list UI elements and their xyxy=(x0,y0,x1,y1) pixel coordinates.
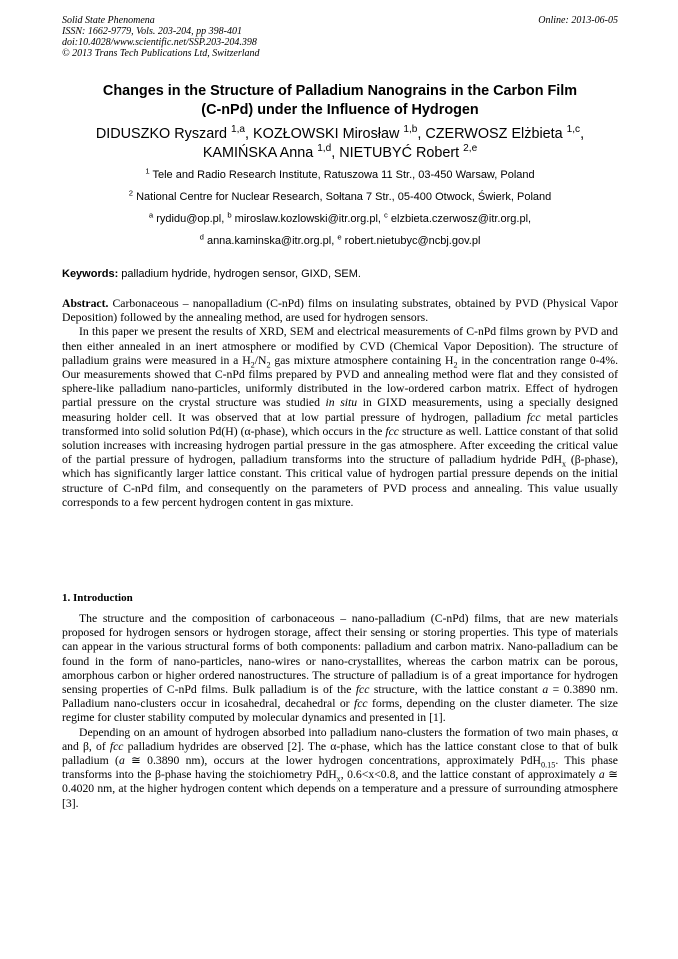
issn-line: ISSN: 1662-9779, Vols. 203-204, pp 398-401 xyxy=(62,26,242,37)
author-name: KAMIŃSKA Anna xyxy=(202,145,318,161)
keywords-text: palladium hydride, hydrogen sensor, GIXD, SEM. xyxy=(118,268,361,280)
text-run: forms, depending on the cluster diameter. The size regime for cluster stability computed by molecular dynamics and presented in [1]. xyxy=(62,697,618,725)
email-mark: a xyxy=(148,210,154,220)
italic-term: fcc xyxy=(355,683,370,697)
text-run: The structure and the composition of carbonaceous – nano-palladium (C-nPd) films, that are new materials proposed for hydrogen sensors or hydrogen storage, affect their sensing or storing properties. This type of materials can appear in the various structural forms of both components: palladium and carbon matrix. Nano-palladium can be found in the form of nano-particles, nano-wires or nano-crystallites, whereas the carbon matrix can be porous, amorphous carbon or higher ordered nanostructures. The structure of palladium is of a great importance for hydrogen sensing properties of C-nPd films. Bulk palladium is of the xyxy=(62,612,618,697)
affiliation-text: Tele and Radio Research Institute, Ratuszowa 11 Str., 03-450 Warsaw, Poland xyxy=(149,169,535,181)
author-separator: , xyxy=(580,126,585,142)
text-run: gas mixture atmosphere containing H xyxy=(270,353,454,367)
abstract-label: Abstract. xyxy=(62,297,109,310)
email: anna.kaminska@itr.org.pl, xyxy=(203,235,338,247)
journal-name: Solid State Phenomena xyxy=(62,15,155,26)
email: rydidu@op.pl, xyxy=(153,213,228,225)
paper-title xyxy=(62,82,618,120)
author-affiliation-mark: 1,c xyxy=(566,124,581,136)
affiliation-text: National Centre for Nuclear Research, Sołtana 7 Str., 05-400 Otwock, Świerk, Poland xyxy=(133,191,552,203)
text-run: (β-phase), which has significantly larger lattice constant. This critical value of hydrogen partial pressure depends on the initial structure of C-nPd film, and consequently on the parameters of PVD process and annealing. This value usually corresponds to a few percent hydrogen content in gas mixture. xyxy=(62,453,618,509)
journal-header xyxy=(62,15,618,59)
author-name: , KOZŁOWSKI Mirosław xyxy=(245,126,404,142)
introduction xyxy=(62,612,618,811)
affiliation-mark: 2 xyxy=(128,188,134,198)
italic-term: fcc xyxy=(109,739,124,753)
author-name: , CZERWOSZ Elżbieta xyxy=(417,126,567,142)
text-run: in GIXD measurements, using a specially designed measuring holder cell. It was observed that at low partial pressure of hydrogen, palladium xyxy=(62,396,618,424)
email-mark: c xyxy=(384,210,388,220)
subscript: 2 xyxy=(453,360,458,370)
online-date: Online: 2013-06-05 xyxy=(538,15,618,26)
text-run: structure, with the lattice constant xyxy=(369,683,543,697)
intro-paragraph-2 xyxy=(62,726,618,811)
email: robert.nietubyc@ncbj.gov.pl xyxy=(341,235,481,247)
keywords xyxy=(62,267,618,281)
title-line-2: (C-nPd) under the Influence of Hydrogen xyxy=(201,102,479,118)
text-run: /N xyxy=(254,353,267,367)
text-run: ≅ 0.4020 nm, at the higher hydrogen content which depends on a temperature and a pressure of surrounding atmosphere [3]. xyxy=(62,768,618,810)
intro-paragraph-1 xyxy=(62,612,618,726)
authors-line-1 xyxy=(62,125,618,144)
text-run: palladium hydrides are observed [2]. The α-phase, which has the lattice constant close to that of bulk palladium ( xyxy=(62,739,618,768)
doi-line: doi:10.4028/www.scientific.net/SSP.203-204.398 xyxy=(62,37,257,48)
author-name: DIDUSZKO Ryszard xyxy=(95,126,232,142)
title-line-1: Changes in the Structure of Palladium Nanograins in the Carbon Film xyxy=(102,83,578,99)
author-affiliation-mark: 1,a xyxy=(231,124,246,136)
keywords-label: Keywords: xyxy=(62,268,119,280)
text-run: In this paper we present the results of XRD, SEM and electrical measurements of C-nPd films grown by PVD and then either annealed in an inert atmosphere or modified by CVD (Chemical Vapor Deposition). The structure of palladium grains were measured in a H xyxy=(62,325,618,367)
email-mark: b xyxy=(227,210,232,220)
author-name: , NIETUBYĆ Robert xyxy=(331,145,464,161)
abstract-paragraph-2 xyxy=(62,325,618,510)
italic-term: fcc xyxy=(526,410,541,424)
text-run: structure as well. Lattice constant of that solid solution increases with increasing hydrogen partial pressure in the gas atmosphere. After exceeding the critical value of the partial pressure of hydrogen, palladium transforms into the structure of palladium hydride PdH xyxy=(62,424,618,467)
section-heading-introduction: 1. Introduction xyxy=(62,592,133,604)
email: miroslaw.kozlowski@itr.org.pl, xyxy=(231,213,384,225)
affiliation-1 xyxy=(62,168,618,190)
subscript: 2 xyxy=(250,360,255,370)
affiliations xyxy=(62,168,618,256)
subscript: x xyxy=(561,459,567,469)
author-list xyxy=(62,125,618,163)
emails-line-1 xyxy=(62,212,618,234)
author-affiliation-mark: 1,d xyxy=(317,143,332,155)
text-run: = 0.3890 nm. Palladium nano-clusters occur in icosahedral, decahedral or xyxy=(62,683,618,711)
affiliation-2 xyxy=(62,190,618,212)
copyright-line: © 2013 Trans Tech Publications Ltd, Switzerland xyxy=(62,48,260,59)
subscript: x xyxy=(336,774,341,784)
text-run: Carbonaceous – nanopalladium (C-nPd) films on insulating substrates, obtained by PVD (Physical Vapor Deposition) followed by the annealing method, are used for hydrogen sensors. xyxy=(62,297,618,325)
text-run: Depending on an amount of hydrogen absorbed into palladium nano-clusters the formation of two main phases, α and β, of xyxy=(62,725,618,753)
author-affiliation-mark: 2,e xyxy=(463,143,478,155)
italic-term: fcc xyxy=(385,424,399,438)
affiliation-mark: 1 xyxy=(145,166,150,176)
italic-term: a xyxy=(542,683,549,697)
author-affiliation-mark: 1,b xyxy=(403,124,418,136)
italic-term: a xyxy=(598,768,605,782)
text-run: metal particles transformed into solid solution Pd(H) (α-phase), which occurs in the xyxy=(62,410,618,438)
text-run: . This phase transforms into the β-phase having the stoichiometry PdH xyxy=(62,754,618,782)
italic-term: in situ xyxy=(325,396,358,410)
subscript: 0.15 xyxy=(541,760,556,770)
emails-line-2 xyxy=(62,234,618,256)
subscript: 2 xyxy=(266,360,271,370)
authors-line-2 xyxy=(62,144,618,163)
italic-term: fcc xyxy=(353,697,368,711)
text-run: , 0.6<x<0.8, and the lattice constant of approximately xyxy=(340,768,599,782)
email-mark: d xyxy=(199,232,204,242)
abstract-paragraph-1 xyxy=(62,297,618,325)
abstract xyxy=(62,297,618,510)
text-run: ≅ 0.3890 nm), occurs at the lower hydrogen concentrations, approximately PdH xyxy=(124,754,541,768)
email: elzbieta.czerwosz@itr.org.pl, xyxy=(387,213,532,225)
email-mark: e xyxy=(337,232,342,242)
italic-term: a xyxy=(118,754,125,768)
text-run: in the concentration range 0-4%. Our measurements showed that C-nPd films prepared by PVD and annealing method were flat and they consisted of sphere-like palladium nano-particles, uniformly distributed in the low-ordered carbon matrix. Effect of hydrogen partial pressure on the crystal structure was studied xyxy=(62,353,618,410)
